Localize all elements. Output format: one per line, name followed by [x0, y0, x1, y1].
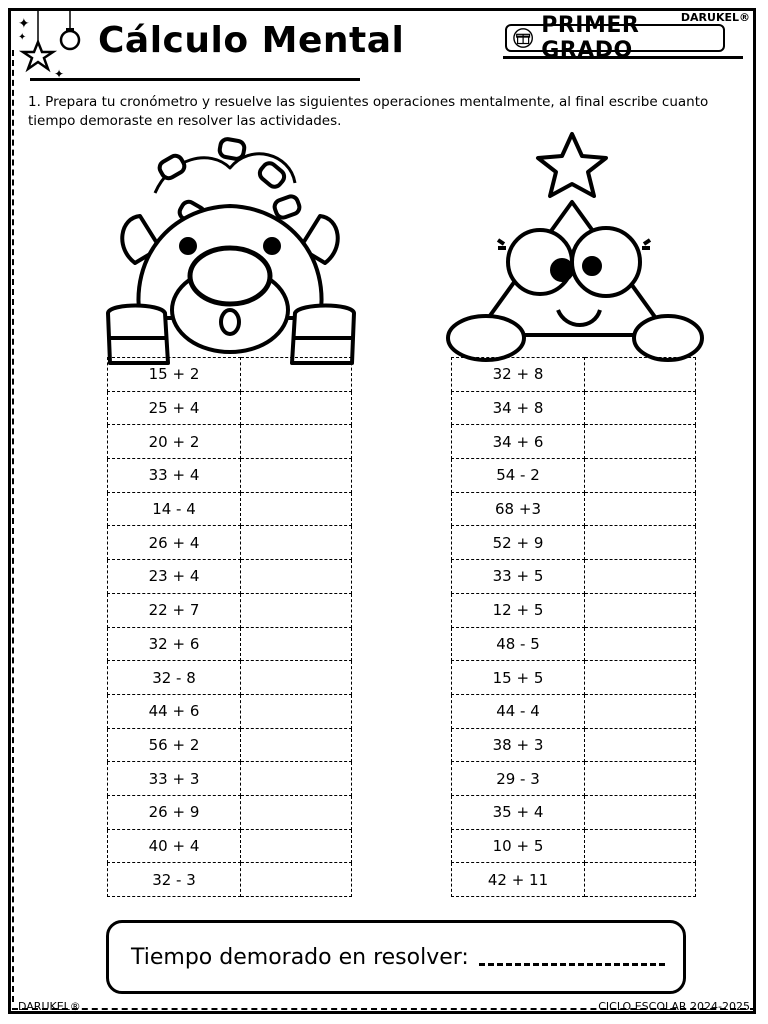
reindeer-illustration: [100, 138, 360, 363]
table-row: [108, 560, 352, 594]
table-row: [452, 829, 696, 863]
right-dashed-border: [754, 50, 756, 1002]
svg-text:✦: ✦: [54, 67, 65, 81]
answer-cell[interactable]: [241, 593, 352, 627]
table-row: [108, 829, 352, 863]
operation-cell: 54 - 2: [452, 459, 585, 493]
answer-cell[interactable]: [585, 425, 696, 459]
answer-cell[interactable]: [585, 526, 696, 560]
table-row: [452, 694, 696, 728]
operation-cell: 20 + 2: [108, 425, 241, 459]
operation-cell: 68 +3: [452, 492, 585, 526]
time-answer-box: [106, 920, 686, 994]
time-answer-line[interactable]: [479, 949, 665, 966]
table-row: [452, 425, 696, 459]
title-underline: [30, 78, 360, 81]
svg-text:✦: ✦: [18, 16, 30, 32]
table-row: [452, 627, 696, 661]
answer-cell[interactable]: [585, 391, 696, 425]
table-row: [108, 863, 352, 897]
operation-cell: 33 + 3: [108, 762, 241, 796]
table-row: [108, 795, 352, 829]
table-row: [108, 627, 352, 661]
table-row: [108, 661, 352, 695]
footer-brand: DARUKEL®: [18, 1000, 81, 1013]
answer-cell[interactable]: [585, 358, 696, 392]
operation-cell: 44 + 6: [108, 694, 241, 728]
table-row: [108, 762, 352, 796]
operation-cell: 29 - 3: [452, 762, 585, 796]
answer-cell[interactable]: [241, 762, 352, 796]
answer-cell[interactable]: [241, 425, 352, 459]
table-row: [108, 391, 352, 425]
operation-cell: 22 + 7: [108, 593, 241, 627]
time-label: Tiempo demorado en resolver:: [131, 944, 469, 970]
table-row: [452, 391, 696, 425]
answer-cell[interactable]: [241, 560, 352, 594]
operation-cell: 25 + 4: [108, 391, 241, 425]
operation-cell: 26 + 9: [108, 795, 241, 829]
operation-cell: 15 + 2: [108, 358, 241, 392]
answer-cell[interactable]: [241, 492, 352, 526]
table-row: [452, 492, 696, 526]
answer-cell[interactable]: [585, 459, 696, 493]
table-row: [452, 358, 696, 392]
operation-cell: 52 + 9: [452, 526, 585, 560]
table-row: [108, 593, 352, 627]
ornament-stars-icon: [14, 8, 84, 80]
table-row: [452, 795, 696, 829]
answer-cell[interactable]: [585, 795, 696, 829]
svg-text:✦: ✦: [18, 32, 27, 43]
operation-cell: 35 + 4: [452, 795, 585, 829]
table-row: [452, 526, 696, 560]
operation-cell: 33 + 4: [108, 459, 241, 493]
operation-cell: 48 - 5: [452, 627, 585, 661]
left-operations-table: [107, 357, 352, 897]
answer-cell[interactable]: [241, 459, 352, 493]
table-row: [452, 728, 696, 762]
operation-cell: 32 - 3: [108, 863, 241, 897]
table-row: [108, 358, 352, 392]
answer-cell[interactable]: [585, 694, 696, 728]
table-row: [452, 863, 696, 897]
grade-underline: [503, 56, 743, 59]
answer-cell[interactable]: [241, 728, 352, 762]
brand-label: DARUKEL®: [680, 11, 750, 24]
left-dashed-border: [12, 50, 14, 1002]
operation-cell: 10 + 5: [452, 829, 585, 863]
table-row: [108, 526, 352, 560]
table-row: [452, 661, 696, 695]
answer-cell[interactable]: [585, 560, 696, 594]
answer-cell[interactable]: [241, 391, 352, 425]
answer-cell[interactable]: [241, 694, 352, 728]
operation-cell: 14 - 4: [108, 492, 241, 526]
operation-cell: 26 + 4: [108, 526, 241, 560]
operation-cell: 40 + 4: [108, 829, 241, 863]
operation-cell: 34 + 6: [452, 425, 585, 459]
operation-cell: 34 + 8: [452, 391, 585, 425]
table-row: [108, 425, 352, 459]
table-row: [108, 728, 352, 762]
answer-cell[interactable]: [585, 762, 696, 796]
answer-cell[interactable]: [585, 492, 696, 526]
table-row: [108, 459, 352, 493]
answer-cell[interactable]: [241, 795, 352, 829]
operation-cell: 32 - 8: [108, 661, 241, 695]
answer-cell[interactable]: [241, 829, 352, 863]
table-row: [452, 459, 696, 493]
answer-cell[interactable]: [585, 863, 696, 897]
operation-cell: 23 + 4: [108, 560, 241, 594]
answer-cell[interactable]: [585, 661, 696, 695]
answer-cell[interactable]: [241, 358, 352, 392]
answer-cell[interactable]: [585, 593, 696, 627]
operation-cell: 56 + 2: [108, 728, 241, 762]
grade-text: PRIMER GRADO: [541, 13, 640, 63]
operation-cell: 38 + 3: [452, 728, 585, 762]
table-row: [108, 492, 352, 526]
gift-icon: [513, 27, 533, 49]
answer-cell[interactable]: [241, 661, 352, 695]
answer-cell[interactable]: [241, 627, 352, 661]
christmas-tree-illustration: [446, 130, 706, 362]
answer-cell[interactable]: [241, 526, 352, 560]
footer-school-year: CICLO ESCOLAR 2024-2025: [598, 1000, 750, 1013]
answer-cell[interactable]: [585, 829, 696, 863]
operation-cell: 32 + 6: [108, 627, 241, 661]
operation-cell: 15 + 5: [452, 661, 585, 695]
answer-cell[interactable]: [585, 627, 696, 661]
operation-cell: 42 + 11: [452, 863, 585, 897]
answer-cell[interactable]: [585, 728, 696, 762]
operation-cell: 12 + 5: [452, 593, 585, 627]
table-row: [108, 694, 352, 728]
operation-cell: 33 + 5: [452, 560, 585, 594]
operation-cell: 44 - 4: [452, 694, 585, 728]
table-row: [452, 560, 696, 594]
instructions: 1. Prepara tu cronómetro y resuelve las siguientes operaciones mentalmente, al final escribe cuanto tiempo demoraste en resolver las actividades.: [28, 94, 709, 129]
operation-cell: 32 + 8: [452, 358, 585, 392]
table-row: [452, 762, 696, 796]
page-title: Cálculo Mental: [98, 20, 405, 61]
answer-cell[interactable]: [241, 863, 352, 897]
table-row: [452, 593, 696, 627]
right-operations-table: [451, 357, 696, 897]
